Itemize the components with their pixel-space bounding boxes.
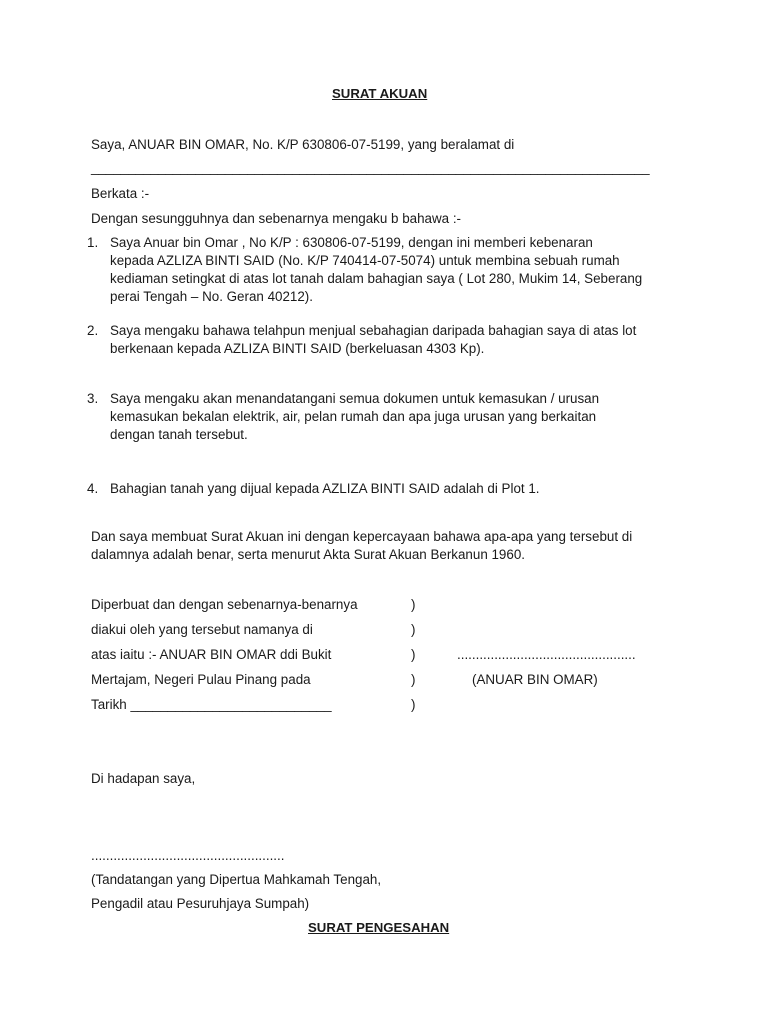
item-text-line: dengan tanah tersebut. <box>110 427 248 442</box>
witness-dots: .................................................... <box>91 848 285 863</box>
item-text-line: kediaman setingkat di atas lot tanah dalam bahagian saya ( Lot 280, Mukim 14, Seberang <box>110 271 643 286</box>
item-text-line: perai Tengah – No. Geran 40212). <box>110 289 313 304</box>
address-blank-line: ___________________________________________________________________________ <box>91 160 650 175</box>
item-number: 2. <box>87 323 99 338</box>
paren: ) <box>411 597 416 612</box>
item-text-line: Saya Anuar bin Omar , No K/P : 630806-07-5199, dengan ini memberi kebenaran <box>110 235 593 250</box>
paren: ) <box>411 647 416 662</box>
item-number: 1. <box>87 235 99 250</box>
before-me-line: Di hadapan saya, <box>91 771 196 786</box>
paren: ) <box>411 697 416 712</box>
declare-line: Dengan sesungguhnya dan sebenarnya mengaku b bahawa :- <box>91 211 462 226</box>
document-title: SURAT AKUAN <box>332 86 428 101</box>
attest-line: Tarikh ___________________________ <box>91 697 332 712</box>
paren: ) <box>411 622 416 637</box>
attest-line: diakui oleh yang tersebut namanya di <box>91 622 313 637</box>
item-number: 3. <box>87 391 99 406</box>
item-text-line: Saya mengaku bahawa telahpun menjual sebahagian daripada bahagian saya di atas lot <box>110 323 637 338</box>
item-text-line: berkenaan kepada AZLIZA BINTI SAID (berkeluasan 4303 Kp). <box>110 341 485 356</box>
attest-line: Mertajam, Negeri Pulau Pinang pada <box>91 672 311 687</box>
signature-dots: ................................................ <box>457 647 636 662</box>
item-text-line: kemasukan bekalan elektrik, air, pelan rumah dan apa juga urusan yang berkaitan <box>110 409 597 424</box>
item-text-line: Bahagian tanah yang dijual kepada AZLIZA BINTI SAID adalah di Plot 1. <box>110 481 540 496</box>
item-number: 4. <box>87 481 99 496</box>
intro-line: Saya, ANUAR BIN OMAR, No. K/P 630806-07-5199, yang beralamat di <box>91 137 515 152</box>
witness-line: (Tandatangan yang Dipertua Mahkamah Tengah, <box>91 872 382 887</box>
attest-line: Diperbuat dan dengan sebenarnya-benarnya <box>91 597 358 612</box>
closing-line: Dan saya membuat Surat Akuan ini dengan kepercayaan bahawa apa-apa yang tersebut di <box>91 529 633 544</box>
paren: ) <box>411 672 416 687</box>
item-text-line: Saya mengaku akan menandatangani semua dokumen untuk kemasukan / urusan <box>110 391 600 406</box>
witness-line: Pengadil atau Pesuruhjaya Sumpah) <box>91 896 310 911</box>
item-text-line: kepada AZLIZA BINTI SAID (No. K/P 740414-07-5074) untuk membina sebuah rumah <box>110 253 620 268</box>
signature-name: (ANUAR BIN OMAR) <box>472 672 598 687</box>
attest-line: atas iaitu :- ANUAR BIN OMAR ddi Bukit <box>91 647 332 662</box>
closing-line: dalamnya adalah benar, serta menurut Akta Surat Akuan Berkanun 1960. <box>91 547 525 562</box>
berkata-line: Berkata :- <box>91 186 150 201</box>
second-title: SURAT PENGESAHAN <box>308 920 450 935</box>
